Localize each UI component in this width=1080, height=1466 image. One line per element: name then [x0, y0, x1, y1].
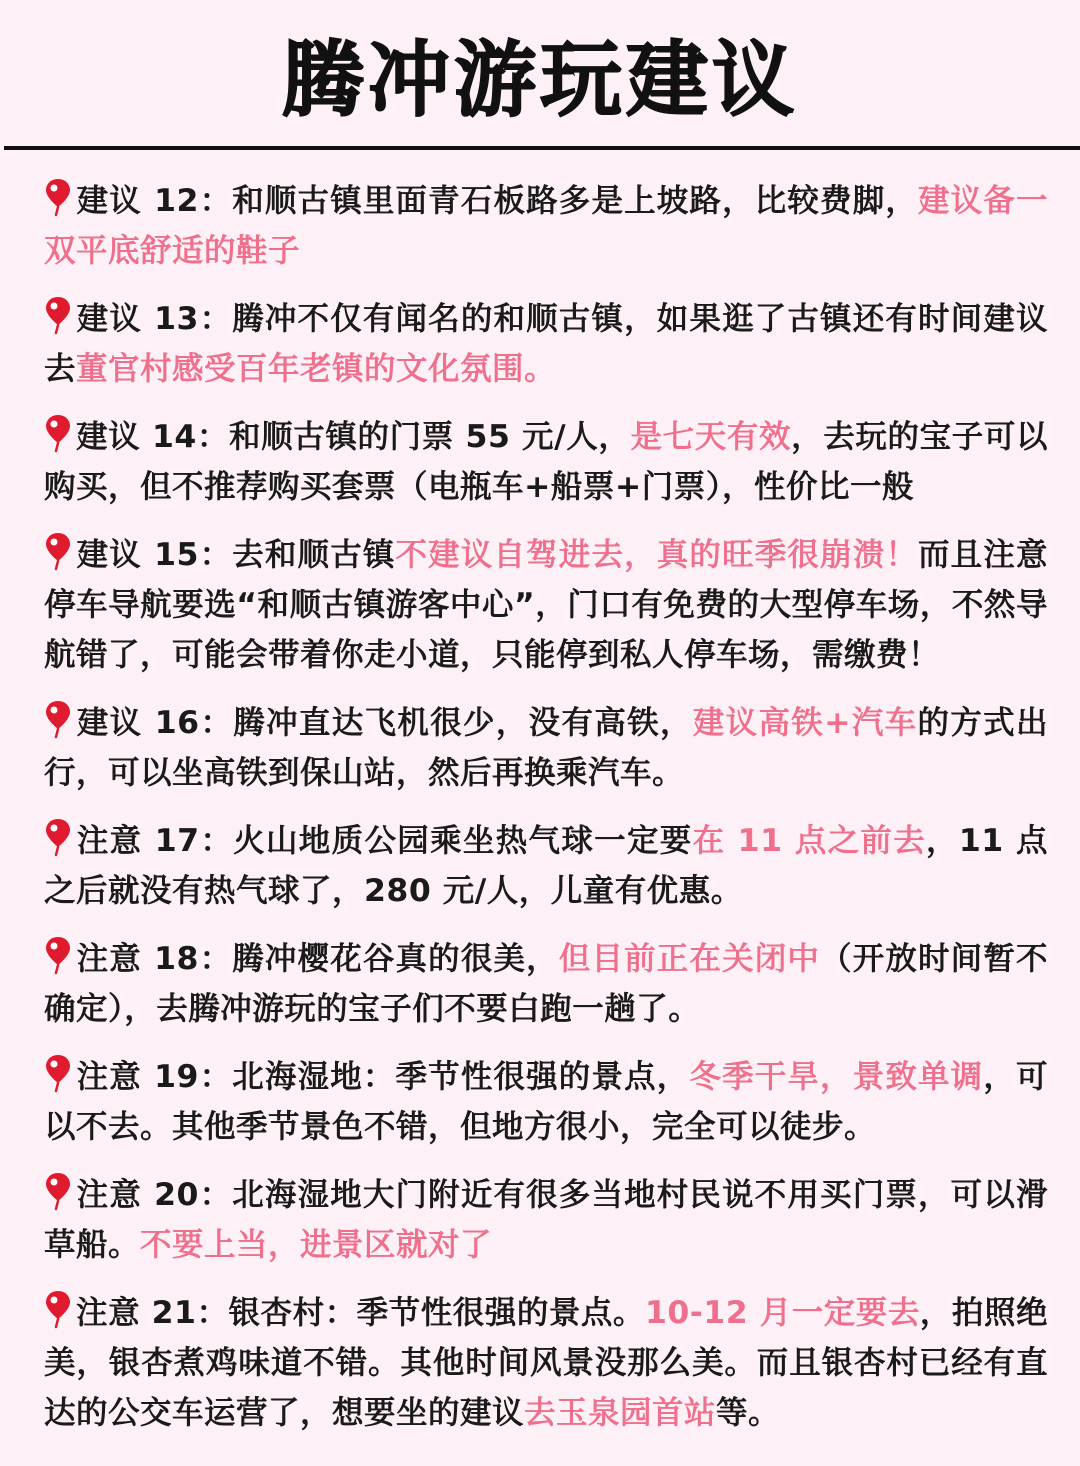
header [0, 0, 1080, 146]
body-text: ，拍照绝美，银杏煮鸡味道不错。其他时间风景没那么美。而且银杏村已经有直达的公交车运营了，想要坐的建议 [44, 1295, 1048, 1431]
body-text: ，去玩的宝子可以购买，但不推荐购买套票（电瓶车+船票+门票），性价比一般 [44, 419, 1048, 505]
tip-item [44, 1288, 1048, 1438]
map-pin-icon [44, 295, 72, 335]
highlight-text: 不要上当，进景区就对了 [140, 1227, 493, 1263]
body-text: 建议 15：去和顺古镇 [76, 537, 396, 573]
body-text: 注意 18：腾冲樱花谷真的很美， [76, 941, 559, 977]
tip-item [44, 934, 1048, 1034]
tip-item [44, 412, 1048, 512]
highlight-text: 但目前正在关闭中 [558, 941, 821, 977]
map-pin-icon [44, 1289, 72, 1329]
body-text: 等。 [716, 1395, 781, 1431]
body-text: 的方式出行，可以坐高铁到保山站，然后再换乘汽车。 [44, 705, 1048, 791]
body-text: 建议 14：和顺古镇的门票 55 元/人， [76, 419, 631, 455]
highlight-text: 在 11 点之前去 [692, 823, 927, 859]
body-text: 建议 16：腾冲直达飞机很少，没有高铁， [76, 705, 693, 741]
body-text: 注意 17：火山地质公园乘坐热气球一定要 [76, 823, 693, 859]
highlight-text: 董官村感受百年老镇的文化氛围。 [76, 351, 557, 387]
highlight-text: 建议备一双平底舒适的鞋子 [44, 183, 1048, 269]
body-text: 建议 13：腾冲不仅有闻名的和顺古镇，如果逛了古镇还有时间建议去 [44, 301, 1048, 387]
body-text: 注意 19：北海湿地：季节性很强的景点， [76, 1059, 690, 1095]
tips-list [0, 150, 1080, 1438]
tip-item [44, 816, 1048, 916]
body-text: ，可以不去。其他季节景色不错，但地方很小，完全可以徒步。 [44, 1059, 1048, 1145]
map-pin-icon [44, 817, 72, 857]
map-pin-icon [44, 699, 72, 739]
tip-item [44, 1170, 1048, 1270]
tip-item [44, 698, 1048, 798]
highlight-text: 不建议自驾进去，真的旺季很崩溃！ [395, 537, 919, 573]
map-pin-icon [44, 413, 72, 453]
map-pin-icon [44, 1171, 72, 1211]
tip-item [44, 1052, 1048, 1152]
highlight-text: 是七天有效 [630, 419, 792, 455]
body-text: （开放时间暂不确定），去腾冲游玩的宝子们不要白跑一趟了。 [44, 941, 1048, 1027]
map-pin-icon [44, 935, 72, 975]
body-text: 注意 21：银杏村：季节性很强的景点。 [76, 1295, 645, 1331]
highlight-text: 建议高铁+汽车 [692, 705, 918, 741]
highlight-text: 去玉泉园首站 [524, 1395, 717, 1431]
map-pin-icon [44, 177, 72, 217]
tip-item [44, 530, 1048, 680]
map-pin-icon [44, 531, 72, 571]
tip-item [44, 294, 1048, 394]
body-text: 注意 20：北海湿地大门附近有很多当地村民说不用买门票，可以滑草船。 [44, 1177, 1048, 1263]
highlight-text: 冬季干旱，景致单调 [689, 1059, 984, 1095]
map-pin-icon [44, 1053, 72, 1093]
body-text: 而且注意停车导航要选“和顺古镇游客中心”，门口有免费的大型停车场，不然导航错了，可能会带着你走小道，只能停到私人停车场，需缴费！ [44, 537, 1048, 673]
highlight-text: 10-12 月一定要去 [644, 1295, 920, 1331]
body-text: ，11 点之后就没有热气球了，280 元/人，儿童有优惠。 [44, 823, 1048, 909]
tip-item [44, 176, 1048, 276]
page-title: 腾冲游玩建议 [281, 32, 798, 128]
body-text: 建议 12：和顺古镇里面青石板路多是上坡路，比较费脚， [76, 183, 919, 219]
